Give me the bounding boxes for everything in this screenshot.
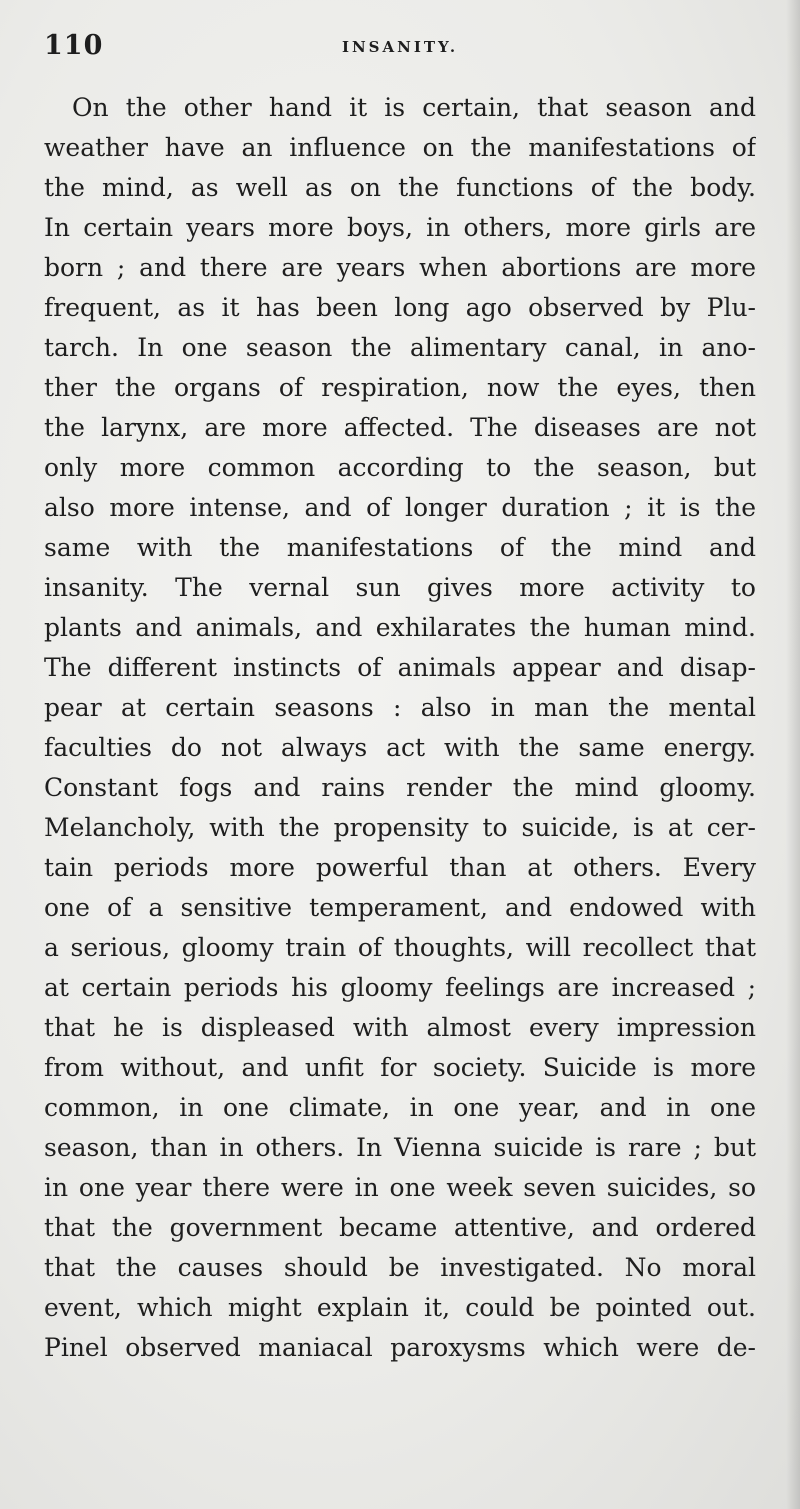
text-line: the mind, as well as on the functions of the body. bbox=[44, 173, 756, 202]
text-line: born ; and there are years when abortions are more bbox=[44, 253, 756, 282]
text-line: insanity. The vernal sun gives more activity to bbox=[44, 573, 756, 602]
text-line: season, than in others. In Vienna suicide is rare ; but bbox=[44, 1133, 756, 1162]
text-line: On the other hand it is certain, that season and bbox=[72, 93, 756, 122]
text-line: at certain periods his gloomy feelings are increased ; bbox=[44, 973, 756, 1002]
text-line: the larynx, are more affected. The diseases are not bbox=[44, 413, 756, 442]
text-line: common, in one climate, in one year, and in one bbox=[44, 1093, 756, 1122]
text-line: plants and animals, and exhilarates the human mind. bbox=[44, 613, 756, 642]
text-line: faculties do not always act with the same energy. bbox=[44, 733, 756, 762]
running-title: INSANITY. bbox=[341, 38, 459, 56]
text-line: in one year there were in one week seven suicides, so bbox=[44, 1173, 756, 1202]
text-line: same with the manifestations of the mind and bbox=[44, 533, 756, 562]
text-line: also more intense, and of longer duration ; it is the bbox=[44, 493, 756, 522]
running-head bbox=[44, 30, 756, 70]
text-line: tarch. In one season the alimentary canal, in ano- bbox=[44, 333, 756, 362]
text-line: Melancholy, with the propensity to suicide, is at cer- bbox=[44, 813, 756, 842]
text-line: weather have an influence on the manifestations of bbox=[44, 133, 756, 162]
text-line: that the causes should be investigated. No moral bbox=[44, 1253, 756, 1282]
text-line: frequent, as it has been long ago observed by Plu- bbox=[44, 293, 756, 322]
text-line: ther the organs of respiration, now the eyes, then bbox=[44, 373, 756, 402]
text-line: that the government became attentive, and ordered bbox=[44, 1213, 756, 1242]
text-line: event, which might explain it, could be pointed out. bbox=[44, 1293, 756, 1322]
text-line: that he is displeased with almost every impression bbox=[44, 1013, 756, 1042]
text-line: The different instincts of animals appear and disap- bbox=[44, 653, 756, 682]
page-number: 110 bbox=[44, 30, 104, 61]
text-line: tain periods more powerful than at others. Every bbox=[44, 853, 756, 882]
text-line: In certain years more boys, in others, more girls are bbox=[44, 213, 756, 242]
text-line: only more common according to the season, but bbox=[44, 453, 756, 482]
text-line: a serious, gloomy train of thoughts, will recollect that bbox=[44, 933, 756, 962]
text-line: one of a sensitive temperament, and endowed with bbox=[44, 893, 756, 922]
text-line: Pinel observed maniacal paroxysms which were de- bbox=[44, 1333, 756, 1362]
text-line: Constant fogs and rains render the mind gloomy. bbox=[44, 773, 756, 802]
page-edge-shadow bbox=[786, 0, 800, 1509]
text-line: from without, and unfit for society. Suicide is more bbox=[44, 1053, 756, 1082]
body-text bbox=[44, 88, 756, 1368]
text-line: pear at certain seasons : also in man the mental bbox=[44, 693, 756, 722]
